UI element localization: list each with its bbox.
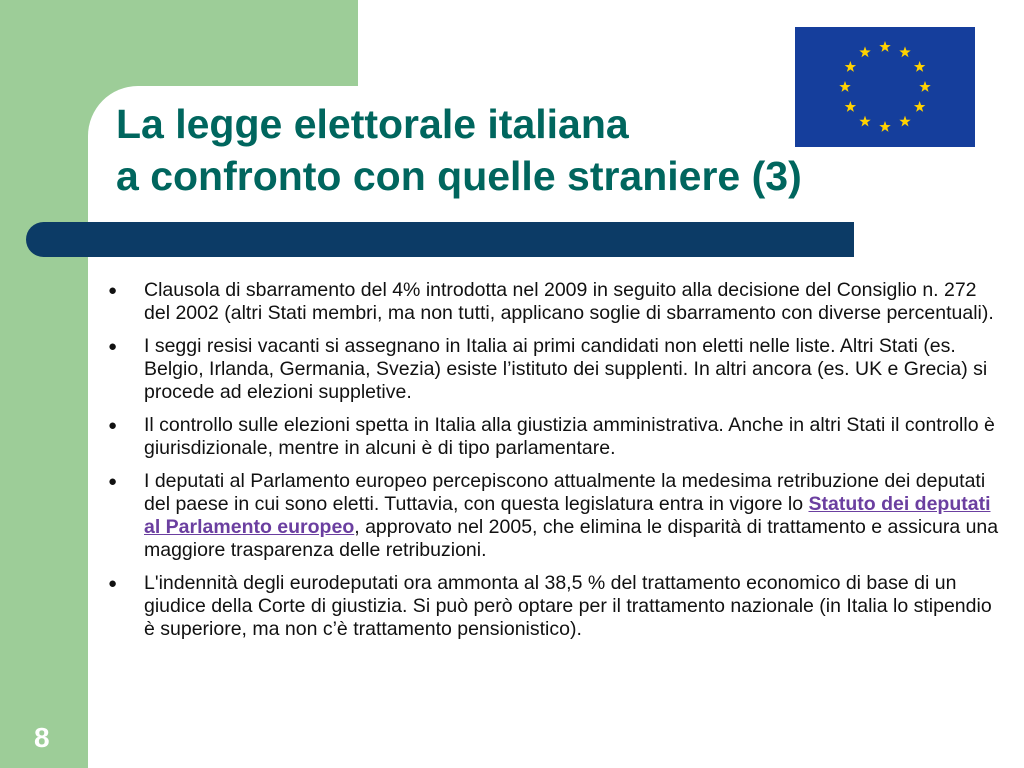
eu-star-icon — [914, 61, 925, 72]
eu-star-icon — [839, 81, 850, 92]
eu-star-icon — [859, 46, 870, 57]
bullet-dot-icon: ● — [108, 473, 118, 490]
eu-star-icon — [919, 81, 930, 92]
bullet-dot-icon: ● — [108, 282, 118, 299]
bullet-dot-icon: ● — [108, 575, 118, 592]
eu-star-icon — [879, 41, 890, 52]
eu-star-icon — [879, 121, 890, 132]
title-line-2: a confronto con quelle straniere (3) — [116, 153, 802, 199]
bullet-item — [100, 414, 1000, 460]
bullet-dot-icon: ● — [108, 417, 118, 434]
eu-star-icon — [845, 61, 856, 72]
eu-star-icon — [914, 101, 925, 112]
bullet-list — [100, 279, 1000, 651]
eu-star-icon — [859, 116, 870, 127]
bullet-text: L'indennità degli eurodeputati ora ammonta al 38,5 % del trattamento economico di base di un giudice della Corte di giustizia. Si può però optare per il trattamento nazionale (in Italia lo stipendio è superiore, ma non c’è trattamento pensionistico). — [144, 572, 992, 640]
eu-star-icon — [899, 46, 910, 57]
bullet-text-start: I deputati al Parlamento europeo percepiscono attualmente la medesima retribuzione dei deputati del paese in cui sono eletti. Tuttavia, con questa legislatura entra in vigore lo — [144, 470, 986, 515]
slide-title — [116, 98, 802, 202]
bullet-item — [100, 572, 1000, 641]
bullet-item — [100, 335, 1000, 404]
eu-star-icon — [899, 116, 910, 127]
title-divider-bar — [26, 222, 854, 257]
title-line-1: La legge elettorale italiana — [116, 101, 629, 147]
bullet-text-end: , approvato nel 2005, che elimina le disparità di trattamento e assicura una maggiore trasparenza delle retribuzioni. — [144, 516, 999, 561]
bullet-text: I seggi resisi vacanti si assegnano in Italia ai primi candidati non eletti nelle liste. Altri Stati (es. Belgio, Irlanda, Germania, Svezia) esiste l’istituto dei supplenti. In altri ancora (es. UK e Grecia) si procede ad elezioni suppletive. — [144, 335, 988, 403]
bullet-item — [100, 470, 1000, 562]
statuto-link[interactable]: Statuto dei deputati al Parlamento europeo — [144, 493, 991, 538]
eu-flag-icon — [795, 27, 975, 147]
bullet-text: Il controllo sulle elezioni spetta in Italia alla giustizia amministrativa. Anche in altri Stati il controllo è giurisdizionale, mentre in alcuni è di tipo parlamentare. — [144, 414, 995, 459]
bullet-dot-icon: ● — [108, 338, 118, 355]
bullet-item — [100, 279, 1000, 325]
bullet-text: Clausola di sbarramento del 4% introdotta nel 2009 in seguito alla decisione del Consiglio n. 272 del 2002 (altri Stati membri, ma non tutti, applicano soglie di sbarramento con diverse percentuali). — [144, 279, 994, 324]
page-number: 8 — [34, 722, 50, 753]
eu-star-icon — [845, 101, 856, 112]
